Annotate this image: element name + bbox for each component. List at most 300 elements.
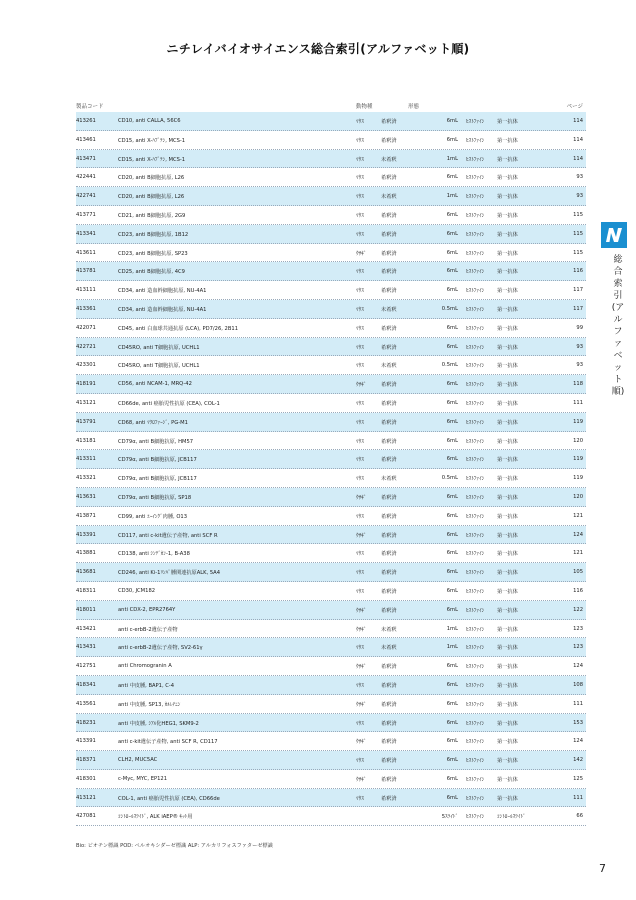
cell-dilution: 希釈済	[381, 250, 397, 257]
cell-volume: 0.5mL	[441, 305, 458, 312]
brand-logo	[601, 222, 627, 248]
cell-name: CD25, anti B細胞抗原, 4C9	[118, 269, 185, 276]
cell-code: 422721	[76, 343, 96, 350]
cell-application: ﾋｽﾄﾌｧｲﾝ	[466, 664, 485, 671]
cell-volume: 1mL	[446, 193, 458, 200]
cell-volume: 6mL	[446, 287, 458, 294]
cell-volume: 6mL	[446, 738, 458, 745]
table-row	[76, 732, 586, 751]
cell-code: 413121	[76, 399, 96, 406]
cell-page: 125	[573, 775, 583, 782]
cell-type: 第一抗体	[497, 758, 518, 765]
cell-application: ﾋｽﾄﾌｧｲﾝ	[466, 400, 485, 407]
cell-application: ﾋｽﾄﾌｧｲﾝ	[466, 476, 485, 483]
cell-host: ﾏｳｽ	[356, 476, 364, 483]
table-row	[76, 695, 586, 714]
table-row	[76, 168, 586, 187]
cell-host: ｳｻｷﾞ	[356, 701, 367, 708]
cell-page: 111	[573, 399, 583, 406]
cell-name: CLH2, MUC5AC	[118, 757, 158, 764]
cell-dilution: 希釈済	[381, 325, 397, 332]
cell-code: 427081	[76, 813, 96, 820]
cell-host: ﾏｳｽ	[356, 175, 364, 182]
cell-page: 124	[573, 738, 583, 745]
cell-dilution: 希釈済	[381, 588, 397, 595]
cell-page: 111	[573, 794, 583, 801]
cell-type: 第一抗体	[497, 720, 518, 727]
cell-type: 第一抗体	[497, 457, 518, 464]
cell-volume: 6mL	[446, 381, 458, 388]
cell-code: 413611	[76, 249, 96, 256]
product-table	[76, 112, 586, 826]
cell-name: CD15, anti X-ﾊﾌﾟﾃﾝ, MCS-1	[118, 137, 186, 144]
cell-page: 111	[573, 700, 583, 707]
cell-host: ﾏｳｽ	[356, 325, 364, 332]
cell-page: 122	[573, 606, 583, 613]
cell-name: CD10, anti CALLA, 56C6	[118, 118, 181, 124]
cell-dilution: 希釈済	[381, 795, 397, 802]
cell-application: ﾋｽﾄﾌｧｲﾝ	[466, 607, 485, 614]
cell-type: 第一抗体	[497, 175, 518, 182]
cell-type: 第一抗体	[497, 119, 518, 125]
cell-type: 第一抗体	[497, 438, 518, 445]
cell-type: 第一抗体	[497, 664, 518, 671]
cell-code: 418231	[76, 719, 96, 726]
table-row	[76, 450, 586, 469]
cell-application: ﾋｽﾄﾌｧｲﾝ	[466, 438, 485, 445]
cell-volume: 6mL	[446, 456, 458, 463]
cell-volume: 6mL	[446, 418, 458, 425]
cell-type: ｺﾝﾄﾛｰﾙｽﾗｲﾄﾞ	[497, 814, 526, 821]
cell-name: anti 中皮腫, ｼｱﾙ化HEG1, SKM9-2	[118, 720, 199, 727]
cell-name: c-Myc, MYC, EP121	[118, 775, 168, 782]
cell-type: 第一抗体	[497, 476, 518, 483]
cell-type: 第一抗体	[497, 194, 518, 201]
cell-host: ﾏｳｽ	[356, 570, 364, 577]
cell-code: 422741	[76, 193, 96, 200]
cell-host: ﾏｳｽ	[356, 363, 364, 370]
cell-name: CD30, JCM182	[118, 587, 156, 594]
table-row	[76, 638, 586, 657]
cell-type: 第一抗体	[497, 532, 518, 539]
cell-volume: 1mL	[446, 155, 458, 162]
cell-name: CD23, anti B細胞抗原, SP23	[118, 250, 188, 257]
cell-host: ﾏｳｽ	[356, 457, 364, 464]
cell-application: ﾋｽﾄﾌｧｲﾝ	[466, 175, 485, 182]
header-host: 動物種	[356, 104, 373, 110]
table-row	[76, 432, 586, 451]
cell-type: 第一抗体	[497, 588, 518, 595]
cell-dilution: 希釈済	[381, 175, 397, 182]
table-row	[76, 601, 586, 620]
cell-code: 413311	[76, 456, 96, 463]
cell-application: ﾋｽﾄﾌｧｲﾝ	[466, 212, 485, 219]
cell-application: ﾋｽﾄﾌｧｲﾝ	[466, 645, 485, 652]
cell-code: 413631	[76, 493, 96, 500]
cell-dilution: 希釈済	[381, 739, 397, 746]
cell-code: 413771	[76, 211, 96, 218]
cell-host: ｳｻｷﾞ	[356, 494, 367, 501]
cell-application: ﾋｽﾄﾌｧｲﾝ	[466, 570, 485, 577]
table-row	[76, 281, 586, 300]
cell-dilution: 希釈済	[381, 137, 397, 144]
cell-dilution: 希釈済	[381, 457, 397, 464]
cell-type: 第一抗体	[497, 570, 518, 577]
cell-volume: 6mL	[446, 174, 458, 181]
logo-n-icon	[601, 222, 627, 248]
cell-page: 93	[576, 362, 583, 369]
cell-page: 121	[573, 512, 583, 519]
cell-host: ﾏｳｽ	[356, 194, 364, 201]
cell-type: 第一抗体	[497, 306, 518, 313]
cell-host: ﾏｳｽ	[356, 137, 364, 144]
cell-type: 第一抗体	[497, 325, 518, 332]
cell-host: ﾏｳｽ	[356, 212, 364, 219]
cell-dilution: 希釈済	[381, 419, 397, 426]
cell-type: 第一抗体	[497, 288, 518, 295]
cell-dilution: 未希釈	[381, 194, 397, 201]
cell-volume: 6mL	[446, 531, 458, 538]
cell-application: ﾋｽﾄﾌｧｲﾝ	[466, 588, 485, 595]
cell-page: 153	[573, 719, 583, 726]
cell-page: 114	[573, 118, 583, 124]
cell-application: ﾋｽﾄﾌｧｲﾝ	[466, 814, 485, 821]
cell-name: anti CDX-2, EPR2764Y	[118, 606, 176, 613]
cell-type: 第一抗体	[497, 776, 518, 783]
cell-page: 108	[573, 681, 583, 688]
table-row	[76, 394, 586, 413]
cell-type: 第一抗体	[497, 212, 518, 219]
table-row	[76, 526, 586, 545]
cell-host: ﾏｳｽ	[356, 419, 364, 426]
cell-type: 第一抗体	[497, 607, 518, 614]
cell-page: 123	[573, 625, 583, 632]
cell-application: ﾋｽﾄﾌｧｲﾝ	[466, 419, 485, 426]
cell-code: 413121	[76, 794, 96, 801]
cell-application: ﾋｽﾄﾌｧｲﾝ	[466, 701, 485, 708]
cell-page: 123	[573, 644, 583, 651]
cell-dilution: 希釈済	[381, 513, 397, 520]
cell-application: ﾋｽﾄﾌｧｲﾝ	[466, 269, 485, 276]
cell-type: 第一抗体	[497, 269, 518, 276]
cell-volume: 0.5mL	[441, 362, 458, 369]
cell-volume: 6mL	[446, 606, 458, 613]
table-row	[76, 112, 586, 131]
cell-host: ﾏｳｽ	[356, 306, 364, 313]
cell-code: 418311	[76, 587, 96, 594]
table-row	[76, 620, 586, 639]
cell-application: ﾋｽﾄﾌｧｲﾝ	[466, 194, 485, 201]
cell-host: ﾏｳｽ	[356, 438, 364, 445]
cell-name: CD34, anti 造血幹細胞抗原, NU-4A1	[118, 288, 207, 295]
cell-name: CD138, anti ｼﾝﾃﾞｶﾝ-1, B-A38	[118, 551, 190, 558]
cell-code: 413781	[76, 268, 96, 275]
cell-page: 115	[573, 249, 583, 256]
cell-volume: 6mL	[446, 569, 458, 576]
footnote: Bio: ビオチン標識 POD: ペルオキシダーゼ標識 ALP: アルカリフォスファターゼ標識	[76, 843, 273, 849]
cell-dilution: 希釈済	[381, 776, 397, 783]
cell-page: 120	[573, 493, 583, 500]
cell-volume: 1mL	[446, 644, 458, 651]
cell-type: 第一抗体	[497, 551, 518, 558]
cell-application: ﾋｽﾄﾌｧｲﾝ	[466, 288, 485, 295]
cell-volume: 1mL	[446, 625, 458, 632]
table-row	[76, 150, 586, 169]
table-row	[76, 676, 586, 695]
header-page: ページ	[566, 104, 583, 110]
cell-page: 117	[573, 287, 583, 294]
table-row	[76, 563, 586, 582]
cell-type: 第一抗体	[497, 344, 518, 351]
cell-dilution: 希釈済	[381, 231, 397, 238]
cell-dilution: 未希釈	[381, 363, 397, 370]
side-index-label: 総合索引(アルファベット順)	[611, 255, 625, 397]
cell-host: ﾏｳｽ	[356, 758, 364, 765]
cell-dilution: 希釈済	[381, 682, 397, 689]
table-row	[76, 488, 586, 507]
table-row	[76, 244, 586, 263]
cell-type: 第一抗体	[497, 156, 518, 163]
cell-host: ﾏｳｽ	[356, 588, 364, 595]
cell-code: 413461	[76, 136, 96, 143]
cell-code: 422071	[76, 324, 96, 331]
cell-dilution: 未希釈	[381, 476, 397, 483]
cell-name: CD56, anti NCAM-1, MRQ-42	[118, 381, 192, 388]
cell-code: 413561	[76, 700, 96, 707]
table-row	[76, 319, 586, 338]
cell-volume: 6mL	[446, 775, 458, 782]
cell-type: 第一抗体	[497, 701, 518, 708]
cell-dilution: 希釈済	[381, 532, 397, 539]
cell-host: ﾏｳｽ	[356, 344, 364, 351]
cell-name: ｺﾝﾄﾛｰﾙｽﾗｲﾄﾞ, ALK iAEP® ｷｯﾄ用	[118, 814, 193, 821]
cell-application: ﾋｽﾄﾌｧｲﾝ	[466, 325, 485, 332]
table-row	[76, 507, 586, 526]
cell-type: 第一抗体	[497, 419, 518, 426]
cell-volume: 6mL	[446, 663, 458, 670]
cell-name: CD66de, anti 癌胎児性抗原 (CEA), COL-1	[118, 400, 220, 407]
cell-host: ｳｻｷﾞ	[356, 382, 367, 389]
cell-code: 413681	[76, 569, 96, 576]
table-row	[76, 751, 586, 770]
cell-page: 93	[576, 343, 583, 350]
cell-name: CD246, anti Ki-1ﾘﾝﾊﾟ腫関連抗原ALK, 5A4	[118, 570, 221, 577]
cell-host: ﾏｳｽ	[356, 269, 364, 276]
cell-application: ﾋｽﾄﾌｧｲﾝ	[466, 231, 485, 238]
cell-code: 413791	[76, 418, 96, 425]
cell-application: ﾋｽﾄﾌｧｲﾝ	[466, 363, 485, 370]
cell-application: ﾋｽﾄﾌｧｲﾝ	[466, 776, 485, 783]
cell-name: anti c-erbB-2遺伝子産物	[118, 626, 178, 633]
cell-dilution: 未希釈	[381, 645, 397, 652]
cell-name: CD20, anti B細胞抗原, L26	[118, 175, 185, 182]
cell-host: ｳｻｷﾞ	[356, 626, 367, 633]
cell-page: 119	[573, 475, 583, 482]
cell-page: 124	[573, 663, 583, 670]
cell-type: 第一抗体	[497, 626, 518, 633]
cell-type: 第一抗体	[497, 363, 518, 370]
table-row	[76, 714, 586, 733]
cell-host: ｳｻｷﾞ	[356, 607, 367, 614]
cell-application: ﾋｽﾄﾌｧｲﾝ	[466, 137, 485, 144]
cell-volume: 6mL	[446, 757, 458, 764]
table-row	[76, 225, 586, 244]
cell-type: 第一抗体	[497, 682, 518, 689]
table-row	[76, 262, 586, 281]
cell-host: ｳｻｷﾞ	[356, 664, 367, 671]
cell-volume: 5ｽﾗｲﾄﾞ	[441, 814, 458, 821]
cell-application: ﾋｽﾄﾌｧｲﾝ	[466, 119, 485, 125]
cell-host: ﾏｳｽ	[356, 119, 364, 125]
cell-code: 413391	[76, 531, 96, 538]
cell-volume: 0.5mL	[441, 475, 458, 482]
cell-name: CD15, anti X-ﾊﾌﾟﾃﾝ, MCS-1	[118, 156, 186, 163]
cell-host: ｳｻｷﾞ	[356, 250, 367, 257]
cell-type: 第一抗体	[497, 250, 518, 257]
cell-name: CD21, anti B細胞抗原, 2G9	[118, 212, 186, 219]
cell-page: 115	[573, 211, 583, 218]
cell-dilution: 希釈済	[381, 288, 397, 295]
cell-code: 413261	[76, 118, 96, 124]
cell-dilution: 希釈済	[381, 758, 397, 765]
cell-host: ﾏｳｽ	[356, 720, 364, 727]
cell-name: CD23, anti B細胞抗原, 1B12	[118, 231, 189, 238]
cell-page: 124	[573, 531, 583, 538]
cell-volume: 6mL	[446, 343, 458, 350]
cell-code: 423301	[76, 362, 96, 369]
cell-code: 418191	[76, 381, 96, 388]
cell-name: CD117, anti c-kit遺伝子産物, anti SCF R	[118, 532, 218, 539]
table-row	[76, 770, 586, 789]
cell-page: 120	[573, 437, 583, 444]
cell-name: anti Chromogranin A	[118, 663, 172, 670]
cell-dilution: 未希釈	[381, 306, 397, 313]
cell-application: ﾋｽﾄﾌｧｲﾝ	[466, 250, 485, 257]
cell-volume: 6mL	[446, 700, 458, 707]
cell-code: 422441	[76, 174, 96, 181]
cell-application: ﾋｽﾄﾌｧｲﾝ	[466, 551, 485, 558]
cell-code: 413871	[76, 512, 96, 519]
cell-host: ｳｻｷﾞ	[356, 776, 367, 783]
cell-type: 第一抗体	[497, 645, 518, 652]
cell-application: ﾋｽﾄﾌｧｲﾝ	[466, 720, 485, 727]
cell-application: ﾋｽﾄﾌｧｲﾝ	[466, 739, 485, 746]
table-row	[76, 469, 586, 488]
cell-host: ｳｻｷﾞ	[356, 739, 367, 746]
cell-name: anti 中皮腫, BAP1, C-4	[118, 682, 175, 689]
cell-host: ﾏｳｽ	[356, 513, 364, 520]
cell-code: 418341	[76, 681, 96, 688]
cell-dilution: 未希釈	[381, 626, 397, 633]
cell-name: anti 中皮腫, SP13, ｶﾙﾚﾁﾆﾝ	[118, 701, 181, 708]
table-row	[76, 206, 586, 225]
cell-code: 413471	[76, 155, 96, 162]
cell-application: ﾋｽﾄﾌｧｲﾝ	[466, 532, 485, 539]
cell-page: 121	[573, 550, 583, 557]
cell-volume: 6mL	[446, 794, 458, 801]
cell-application: ﾋｽﾄﾌｧｲﾝ	[466, 626, 485, 633]
cell-code: 418371	[76, 757, 96, 764]
cell-name: CD45RO, anti T細胞抗原, UCHL1	[118, 363, 200, 370]
cell-volume: 6mL	[446, 211, 458, 218]
cell-type: 第一抗体	[497, 400, 518, 407]
cell-page: 66	[576, 813, 583, 820]
table-row	[76, 544, 586, 563]
table-row	[76, 807, 586, 826]
cell-page: 119	[573, 418, 583, 425]
cell-name: CD20, anti B細胞抗原, L26	[118, 194, 185, 201]
cell-code: 418011	[76, 606, 96, 613]
cell-name: anti c-kit遺伝子産物, anti SCF R, CD117	[118, 739, 218, 746]
cell-page: 117	[573, 305, 583, 312]
cell-volume: 6mL	[446, 437, 458, 444]
cell-name: CD79α, anti B細胞抗原, SP18	[118, 494, 192, 501]
table-row	[76, 657, 586, 676]
cell-name: COL-1, anti 癌胎児性抗原 (CEA), CD66de	[118, 795, 220, 802]
cell-host: ﾏｳｽ	[356, 682, 364, 689]
table-row	[76, 356, 586, 375]
cell-host: ﾏｳｽ	[356, 288, 364, 295]
cell-volume: 6mL	[446, 324, 458, 331]
cell-dilution: 希釈済	[381, 570, 397, 577]
cell-name: CD79α, anti B細胞抗原, JCB117	[118, 457, 197, 464]
cell-application: ﾋｽﾄﾌｧｲﾝ	[466, 382, 485, 389]
cell-application: ﾋｽﾄﾌｧｲﾝ	[466, 494, 485, 501]
cell-code: 413341	[76, 230, 96, 237]
cell-code: 413321	[76, 475, 96, 482]
cell-dilution: 希釈済	[381, 664, 397, 671]
cell-application: ﾋｽﾄﾌｧｲﾝ	[466, 758, 485, 765]
cell-dilution: 希釈済	[381, 494, 397, 501]
cell-code: 413181	[76, 437, 96, 444]
cell-dilution: 希釈済	[381, 551, 397, 558]
cell-host: ｳｻｷﾞ	[356, 532, 367, 539]
table-row	[76, 187, 586, 206]
cell-volume: 6mL	[446, 719, 458, 726]
cell-page: 114	[573, 136, 583, 143]
cell-volume: 6mL	[446, 512, 458, 519]
cell-dilution: 希釈済	[381, 344, 397, 351]
table-row	[76, 300, 586, 319]
cell-code: 413111	[76, 287, 96, 294]
cell-volume: 6mL	[446, 399, 458, 406]
cell-name: CD79α, anti B細胞抗原, JCB117	[118, 476, 197, 483]
cell-application: ﾋｽﾄﾌｧｲﾝ	[466, 513, 485, 520]
cell-page: 114	[573, 155, 583, 162]
header-code: 製品コード	[76, 104, 104, 110]
cell-dilution: 希釈済	[381, 119, 397, 125]
cell-type: 第一抗体	[497, 513, 518, 520]
table-row	[76, 131, 586, 150]
table-row	[76, 413, 586, 432]
cell-host: ﾏｳｽ	[356, 231, 364, 238]
cell-dilution: 希釈済	[381, 701, 397, 708]
cell-name: CD79α, anti B細胞抗原, HM57	[118, 438, 194, 445]
cell-page: 115	[573, 230, 583, 237]
cell-code: 412751	[76, 663, 96, 670]
cell-code: 413431	[76, 644, 96, 651]
cell-type: 第一抗体	[497, 137, 518, 144]
cell-type: 第一抗体	[497, 795, 518, 802]
cell-name: CD45, anti 白血球共通抗原 (LCA), PD7/26, 2B11	[118, 325, 239, 332]
cell-page: 93	[576, 193, 583, 200]
cell-application: ﾋｽﾄﾌｧｲﾝ	[466, 682, 485, 689]
cell-volume: 6mL	[446, 550, 458, 557]
cell-volume: 6mL	[446, 268, 458, 275]
cell-host: ﾏｳｽ	[356, 400, 364, 407]
cell-dilution: 希釈済	[381, 269, 397, 276]
cell-dilution: 未希釈	[381, 156, 397, 163]
